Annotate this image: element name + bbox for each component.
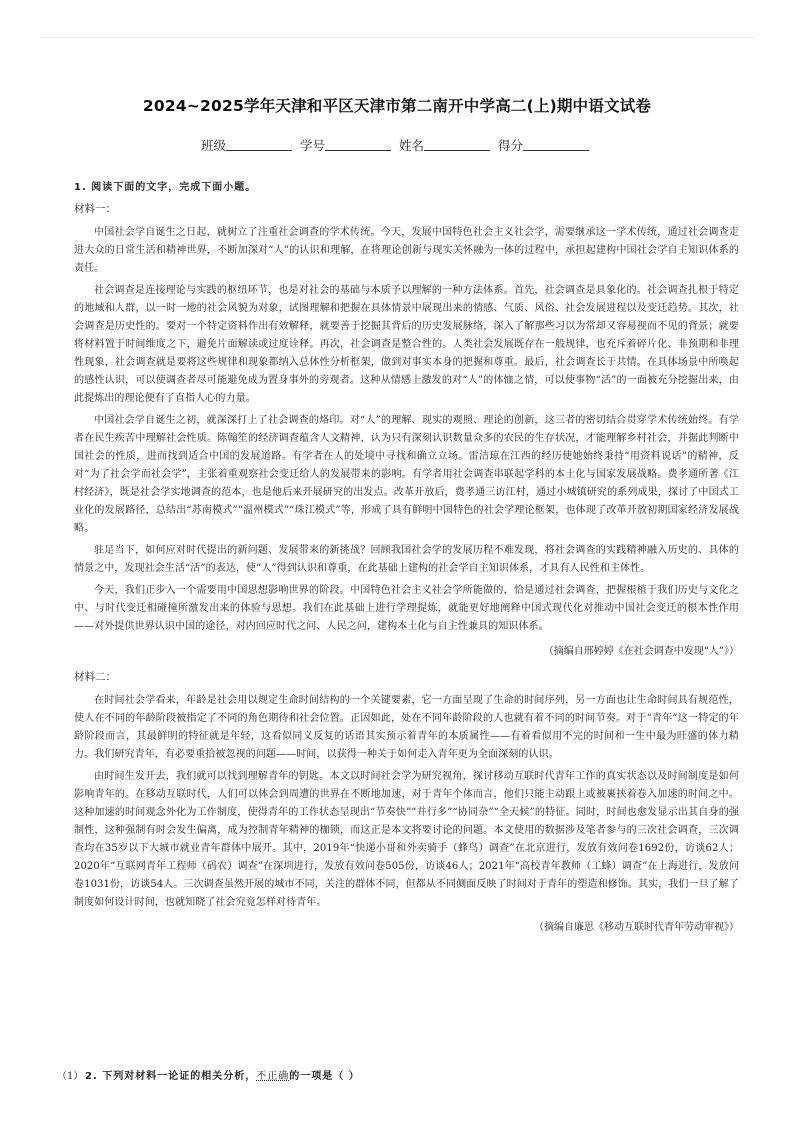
page-title: 2024~2025学年天津和平区天津市第二南开中学高二(上)期中语文试卷 xyxy=(142,97,652,115)
stem-negation: 不正确 xyxy=(256,1071,290,1082)
score-field[interactable] xyxy=(498,136,593,154)
material-1-source: （摘编自邢婷婷《在社会调查中发现“人”》） xyxy=(543,646,739,657)
stem-before: 2. 下列对材料一论证的相关分析， xyxy=(85,1071,257,1082)
material-1-paragraph: 驻足当下，如何应对时代提出的新问题、发展带来的新挑战？回顾我国社会学的发展历程不难发现，将社会调查的实践精神融入历史的、具体的情景之中，发现社会生活“活”的表达，使“人”得到认识和尊重，在此基础上建构的社会学自主知识体系，才具有人民性和主体性。 xyxy=(74,545,739,574)
id-field[interactable] xyxy=(300,136,395,154)
score-label: 得分 xyxy=(497,138,523,153)
material-2-paragraph: 由时间生发开去，我们就可以找到理解青年的钥匙。本文以时间社会学为研究视角，探讨移动互联时代青年工作的真实状态以及时间制度是如何影响青年的。在移动互联时代，人们可以体会到周遭的世界在不断地加速，对于青年个体而言，他们只能主动跟上或被裹挟着卷入加速的时间之中。这种加速的时间观念外化为工作制度，使得青年的工作状态呈现出“节奏快”“并行多”“协同杂”“全天候”的特征。同时，时间也愈发显示出其自身的强制性，这种强制有时会发生偏离，成为控制青年精神的枷锁，而这正是本文将要讨论的问题。本文使用的数据涉及笔者参与的三次社会调查，三次调查均在35岁以下大城市就业青年群体中展开。其中，2019年“快递小哥和外卖骑手（蜂鸟）调查”在北京进行，发放有效问卷1692份，访谈62人；2020年“互联网青年工程师（码农）调查”在深圳进行，发放有效问卷505份，访谈46人；2021年“高校青年教师（工蜂）调查”在上海进行，发放问卷1031份，访谈54人。三次调查虽然开展的城市不同，关注的群体不同，但都从不同侧面反映了时间对于青年的塑造和修饰。其实，我们一旦了解了制度如何设计时间，也就知晓了社会究竟怎样对待青年。 xyxy=(74,771,739,908)
id-label: 学号 xyxy=(299,138,325,153)
sub-question-number: （1） xyxy=(57,1071,84,1082)
student-info-line xyxy=(0,136,794,154)
header-rule xyxy=(40,37,754,38)
material-2-label: 材料二： xyxy=(74,671,116,683)
material-1-paragraph: 社会调查是连接理论与实践的枢纽环节，也是对社会的基础与本质予以理解的一种方法体系。首先，社会调查是具象化的。社会调查扎根于特定的地域和人群，以一时一地的社会风貌为对象，试图理解和把握在具体情景中展现出来的情感、气质、风俗、社会发展进程以及变迁趋势。其次，社会调查是历史性的。要对一个特定资料作出有效解释，就要善于挖掘其背后的历史发展脉络，深入了解那些习以为常却又容易视而不见的背景；就要将材料置于时间维度之下，避免片面解读或过度诠释。再次，社会调查是整合性的。人类社会发展既存在一般规律，也充斥着碎片化、非预期和非理性现象，社会调查就是要将这些规律和现象都纳入总体性分析框架，做到对事实本身的把握和尊重。最后，社会调查长于共情。在具体场景中所唤起的感性认识，可以使调查者尽可能避免成为置身事外的旁观者。这种从情感上激发的对“人”的体恤之情，可以使事物“活”的一面被充分挖掘出来，由此提炼出的理论便有了直指人心的力量。 xyxy=(74,285,739,404)
material-2-paragraph: 在时间社会学看来，年龄是社会用以规定生命时间结构的一个关键要素，它一方面呈现了生命的时间序列，另一方面也让生命时间具有规范性，使人在不同的年龄阶段被指定了不同的角色期待和社会位置。正因如此，处在不同年龄阶段的人也就有着不同的时间节奏。对于“青年”这一特定的年龄阶段而言，其最鲜明的特征就是年轻，这看似同义反复的话语其实预示着青年的本质属性——有着看似用不完的时间和一生中最为旺盛的体力精力。我们研究青年，有必要重拾被忽视的问题——时间，以获得一种关于如何走入青年更为全面深刻的认识。 xyxy=(74,695,739,760)
id-blank[interactable] xyxy=(325,138,391,151)
class-blank[interactable] xyxy=(226,138,292,151)
question-1-heading: 1. 阅读下面的文字，完成下面小题。 xyxy=(74,182,257,193)
material-1-paragraph: 中国社会学自诞生之日起，就树立了注重社会调查的学术传统。今天，发展中国特色社会主义社会学，需要继承这一学术传统，通过社会调查走进大众的日常生活和精神世界，不断加深对“人”的认识和理解，在将理论创新与现实关怀融为一体的过程中，承担起建构中国社会学自主知识体系的责任。 xyxy=(74,227,739,274)
name-field[interactable] xyxy=(399,136,494,154)
question-1 xyxy=(74,178,739,945)
class-label: 班级 xyxy=(200,138,226,153)
score-blank[interactable] xyxy=(523,138,589,151)
sub-question-1 xyxy=(57,1067,737,1082)
material-1-label: 材料一： xyxy=(74,203,116,215)
sub-question-stem xyxy=(85,1071,360,1082)
class-field[interactable] xyxy=(201,136,296,154)
name-blank[interactable] xyxy=(424,138,490,151)
material-1-paragraph: 今天，我们正步入一个需要用中国思想影响世界的阶段。中国特色社会主义社会学所能做的，恰是通过社会调查，把握根植于我们历史与文化之中、与时代变迁相碰撞所激发出来的体验与思想。我们在此基础上进行学理提炼，就能更好地阐释中国式现代化对推动中国社会变迁的根本性作用——对外提供世界认识中国的途径，对内回应时代之问、人民之问，建构本土化与自主性兼具的知识体系。 xyxy=(74,585,739,632)
material-1-paragraph: 中国社会学自诞生之初，就深深打上了社会调查的烙印。对“人”的理解、现实的观照、理论的创新，这三者的密切结合贯穿学术传统始终。有学者在民生疾苦中理解社会性质。陈翰笙的经济调查蕴含人文精神，认为只有深刻认识数量众多的农民的生存状况，才能理解乡村社会，并据此判断中国社会的性质，进而找到适合中国的发展道路。有学者在人的处境中寻找和确立立场。雷洁琼在江西的经历使她始终秉持“用资料说话”的精神，反对“为了社会学而社会学”，主张着重观察社会变迁给人的发展带来的影响。有学者用社会调查串联起学科的本土化与国家发展战略。费孝通所著《江村经济》，既是社会学实地调查的范本，也是他后来开展研究的出发点。改革开放后，费孝通三访江村，通过小城镇研究的系列成果，探讨了中国式工业化的发展路径，总结出“苏南模式”“温州模式”“珠江模式”等，形成了具有鲜明中国特色的社会学理论框架，也体现了改革开放初期国家经济发展战略。 xyxy=(74,415,739,534)
material-2-source: （摘编自廉思《移动互联时代青年劳动审视》） xyxy=(534,922,739,933)
stem-after: 的一项是（ ） xyxy=(289,1071,360,1082)
name-label: 姓名 xyxy=(398,138,424,153)
